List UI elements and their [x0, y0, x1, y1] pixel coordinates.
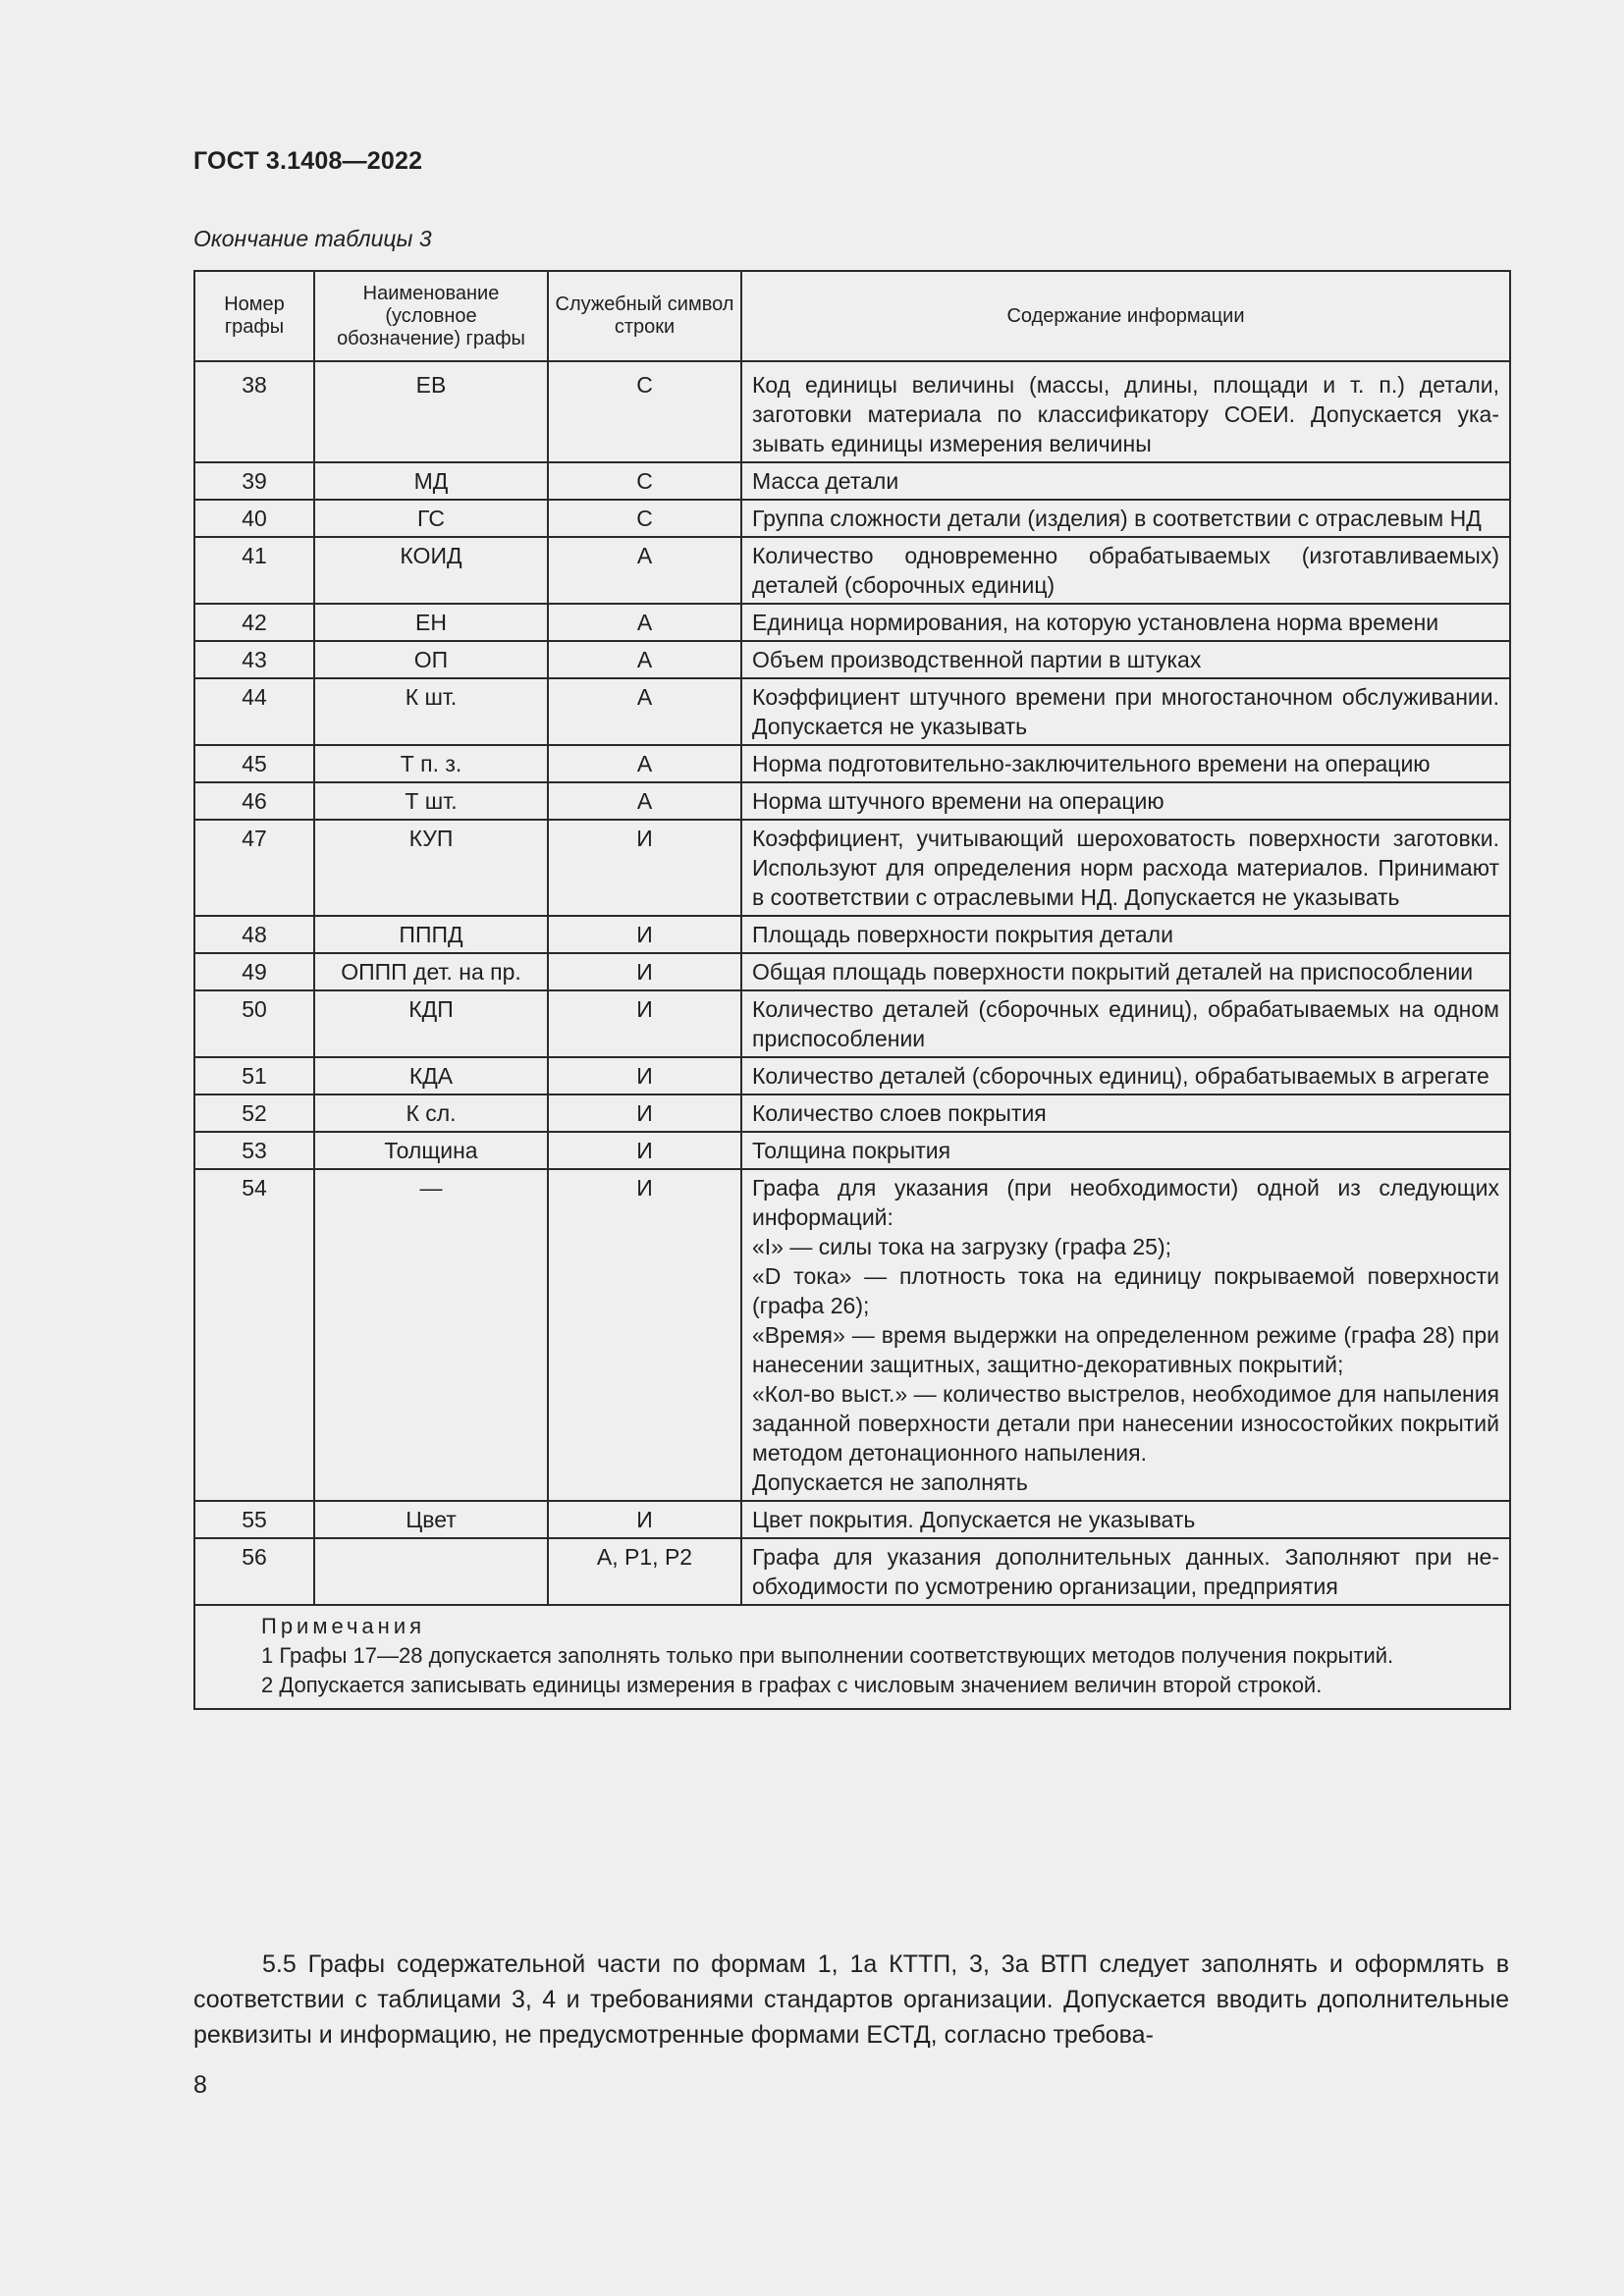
- document-header: ГОСТ 3.1408—2022: [193, 147, 423, 175]
- row-content-line: Норма подготовительно-заключительного времени на операцию: [752, 751, 1431, 776]
- row-content: [741, 745, 1510, 782]
- row-name: Т п. з.: [314, 745, 548, 782]
- table-row: [194, 782, 1510, 820]
- column-header-symbol: Служебный символ строки: [548, 271, 741, 361]
- row-symbol: С: [548, 500, 741, 537]
- table-3-continuation: [193, 270, 1511, 1710]
- row-content: [741, 990, 1510, 1057]
- row-symbol: И: [548, 990, 741, 1057]
- row-content-line: «D тока» — плотность тока на единицу покрываемой поверхности (графа 26);: [752, 1263, 1499, 1318]
- row-content: [741, 1095, 1510, 1132]
- row-name: Цвет: [314, 1501, 548, 1538]
- row-name: КОИД: [314, 537, 548, 604]
- row-content-line: Группа сложности детали (изделия) в соответствии с отраслевым НД: [752, 506, 1482, 531]
- table-row: [194, 462, 1510, 500]
- table-row: [194, 604, 1510, 641]
- row-symbol: А: [548, 678, 741, 745]
- row-content-line: Коэффициент, учитывающий шероховатость поверхности заготовки. Используют для определения норм расхода материалов. Принимают в соответствии с отраслевыми НД. Допускается не указывать: [752, 826, 1499, 910]
- table-row: [194, 990, 1510, 1057]
- table-row: [194, 1132, 1510, 1169]
- table-row: [194, 1501, 1510, 1538]
- row-content-line: Код единицы величины (массы, длины, площади и т. п.) детали, заготовки материала по классификатору СОЕИ. Допускается указывать единицы измерения величины: [752, 372, 1499, 456]
- row-name: МД: [314, 462, 548, 500]
- table-row: [194, 361, 1510, 462]
- row-content: [741, 604, 1510, 641]
- row-content-line: Общая площадь поверхности покрытий деталей на приспособлении: [752, 959, 1474, 985]
- table-row: [194, 916, 1510, 953]
- row-content-line: Графа для указания (при необходимости) одной из следующих информаций:: [752, 1175, 1499, 1230]
- row-content: [741, 500, 1510, 537]
- section-paragraph: 5.5 Графы содержательной части по формам 1, 1а КТТП, 3, 3а ВТП следует заполнять и оформлять в соответствии с таблицами 3, 4 и требованиями стандартов организации. Допускается вводить дополнительные реквизиты и информацию, не предусмотренные формами ЕСТД, согласно требова-: [193, 1950, 1509, 2049]
- table-row: [194, 953, 1510, 990]
- page-number: 8: [193, 2071, 207, 2099]
- row-content: [741, 641, 1510, 678]
- row-symbol: И: [548, 820, 741, 916]
- table-row: [194, 641, 1510, 678]
- row-content-line: Объем производственной партии в штуках: [752, 647, 1202, 672]
- row-content: [741, 537, 1510, 604]
- row-number: 52: [194, 1095, 314, 1132]
- row-number: 47: [194, 820, 314, 916]
- table-row: [194, 1057, 1510, 1095]
- row-symbol: А: [548, 641, 741, 678]
- row-symbol: И: [548, 1132, 741, 1169]
- row-content: [741, 1538, 1510, 1605]
- row-content-line: Количество слоев покрытия: [752, 1100, 1047, 1126]
- table-row: [194, 745, 1510, 782]
- row-symbol: И: [548, 1095, 741, 1132]
- row-number: 48: [194, 916, 314, 953]
- row-content: [741, 1057, 1510, 1095]
- row-content-line: Графа для указания дополнительных данных. Заполняют при необходимости по усмотрению организации, предприятия: [752, 1544, 1499, 1599]
- row-name: К сл.: [314, 1095, 548, 1132]
- table-row: [194, 820, 1510, 916]
- row-name: КДА: [314, 1057, 548, 1095]
- row-content-line: Допускается не заполнять: [752, 1469, 1028, 1495]
- row-symbol: С: [548, 462, 741, 500]
- row-name: ЕВ: [314, 361, 548, 462]
- row-number: 55: [194, 1501, 314, 1538]
- row-name: ОП: [314, 641, 548, 678]
- row-content: [741, 916, 1510, 953]
- row-number: 53: [194, 1132, 314, 1169]
- row-name: —: [314, 1169, 548, 1501]
- row-content-line: Цвет покрытия. Допускается не указывать: [752, 1507, 1196, 1532]
- notes-row: [194, 1605, 1510, 1709]
- row-symbol: А, Р1, Р2: [548, 1538, 741, 1605]
- row-symbol: А: [548, 745, 741, 782]
- row-number: 46: [194, 782, 314, 820]
- row-name: ЕН: [314, 604, 548, 641]
- row-content-line: Толщина покрытия: [752, 1138, 951, 1163]
- row-symbol: С: [548, 361, 741, 462]
- row-content: [741, 678, 1510, 745]
- row-name: ОППП дет. на пр.: [314, 953, 548, 990]
- row-content-line: Коэффициент штучного времени при многостаночном обслуживании. Допускается не указывать: [752, 684, 1499, 739]
- row-content-line: «Кол-во выст.» — количество выстрелов, необходимое для напыления заданной поверхности детали при нанесении износостойких покрытий методом детонационного напыления.: [752, 1381, 1499, 1466]
- row-name: КУП: [314, 820, 548, 916]
- table-row: [194, 1538, 1510, 1605]
- row-content: [741, 782, 1510, 820]
- row-symbol: И: [548, 1501, 741, 1538]
- row-content: [741, 1132, 1510, 1169]
- table-body: [194, 361, 1510, 1605]
- row-name: ГС: [314, 500, 548, 537]
- row-content-line: Норма штучного времени на операцию: [752, 788, 1164, 814]
- row-content: [741, 462, 1510, 500]
- row-content: [741, 1169, 1510, 1501]
- table-row: [194, 678, 1510, 745]
- row-symbol: А: [548, 604, 741, 641]
- table-row: [194, 537, 1510, 604]
- row-content: [741, 820, 1510, 916]
- row-number: 38: [194, 361, 314, 462]
- row-symbol: А: [548, 782, 741, 820]
- table-header-row: [194, 271, 1510, 361]
- table-row: [194, 1169, 1510, 1501]
- table-caption: Окончание таблицы 3: [193, 226, 432, 251]
- row-number: 41: [194, 537, 314, 604]
- row-name: ПППД: [314, 916, 548, 953]
- row-content-line: Масса детали: [752, 468, 899, 494]
- note-item: 2 Допускается записывать единицы измерения в графах с числовым значением величин второй строкой.: [261, 1673, 1323, 1697]
- notes-cell: [194, 1605, 1510, 1709]
- row-symbol: И: [548, 953, 741, 990]
- row-name: КДП: [314, 990, 548, 1057]
- row-number: 40: [194, 500, 314, 537]
- table-row: [194, 1095, 1510, 1132]
- row-name: Т шт.: [314, 782, 548, 820]
- row-name: Толщина: [314, 1132, 548, 1169]
- row-content-line: Количество одновременно обрабатываемых (изготавливаемых) деталей (сборочных единиц): [752, 543, 1499, 598]
- row-symbol: А: [548, 537, 741, 604]
- row-content-line: «Время» — время выдержки на определенном режиме (графа 28) при нанесении защитных, защитно-декоративных покрытий;: [752, 1322, 1499, 1377]
- row-number: 56: [194, 1538, 314, 1605]
- row-number: 50: [194, 990, 314, 1057]
- notes-title: Примечания: [261, 1614, 426, 1638]
- row-content-line: Количество деталей (сборочных единиц), обрабатываемых в агрегате: [752, 1063, 1489, 1089]
- row-number: 42: [194, 604, 314, 641]
- row-symbol: И: [548, 1057, 741, 1095]
- row-content-line: «I» — силы тока на загрузку (графа 25);: [752, 1234, 1172, 1259]
- row-content: [741, 361, 1510, 462]
- row-number: 51: [194, 1057, 314, 1095]
- row-number: 49: [194, 953, 314, 990]
- note-item: 1 Графы 17—28 допускается заполнять только при выполнении соответствующих методов получения покрытий.: [261, 1643, 1394, 1668]
- row-number: 39: [194, 462, 314, 500]
- row-symbol: И: [548, 916, 741, 953]
- row-content: [741, 1501, 1510, 1538]
- row-symbol: И: [548, 1169, 741, 1501]
- column-header-content: Содержание информации: [741, 271, 1510, 361]
- row-content-line: Площадь поверхности покрытия детали: [752, 922, 1173, 947]
- table-row: [194, 500, 1510, 537]
- row-number: 44: [194, 678, 314, 745]
- column-header-number: Номер графы: [194, 271, 314, 361]
- row-content: [741, 953, 1510, 990]
- row-name: [314, 1538, 548, 1605]
- row-name: К шт.: [314, 678, 548, 745]
- row-number: 54: [194, 1169, 314, 1501]
- column-header-name: Наименование (условное обозначение) графы: [314, 271, 548, 361]
- row-number: 43: [194, 641, 314, 678]
- row-content-line: Единица нормирования, на которую установлена норма времени: [752, 610, 1439, 635]
- row-number: 45: [194, 745, 314, 782]
- row-content-line: Количество деталей (сборочных единиц), обрабатываемых на одном приспособлении: [752, 996, 1499, 1051]
